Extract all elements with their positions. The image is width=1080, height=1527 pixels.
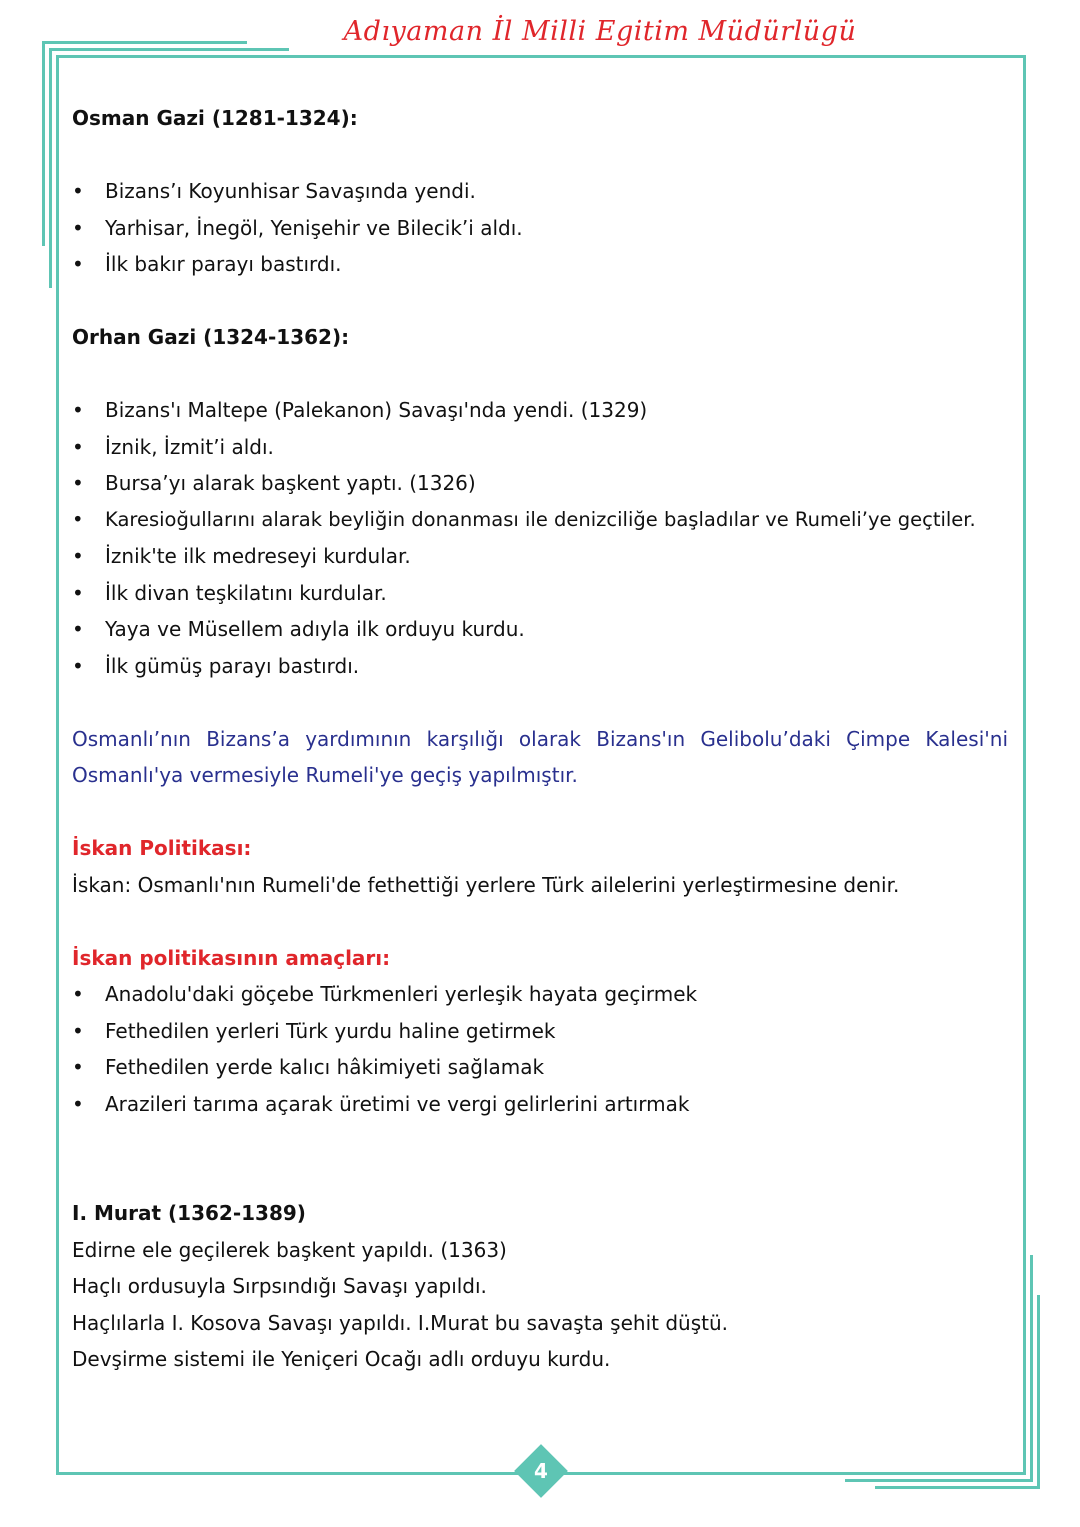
iskan-definition: İskan: Osmanlı'nın Rumeli'de fethettiği yerlere Türk ailelerini yerleştirmesine denir. — [72, 872, 900, 897]
iskan-aims-list — [72, 976, 1008, 1122]
list-item: • İlk divan teşkilatını kurdular. — [72, 575, 1008, 612]
murat-line: Edirne ele geçilerek başkent yapıldı. (1363) — [72, 1237, 507, 1262]
orhan-list — [72, 392, 1008, 684]
list-item: • Bursa’yı alarak başkent yaptı. (1326) — [72, 465, 1008, 502]
frame-top — [56, 55, 1026, 58]
list-item: • Bizans'ı Maltepe (Palekanon) Savaşı'nda yendi. (1329) — [72, 392, 1008, 429]
list-item: • Karesioğullarını alarak beyliğin donanması ile denizciliğe başladılar ve Rumeli’ye geçtiler. — [72, 502, 1008, 539]
murat-line: Devşirme sistemi ile Yeniçeri Ocağı adlı orduyu kurdu. — [72, 1347, 611, 1371]
accent-tl-4 — [49, 48, 52, 288]
frame-left — [56, 55, 59, 1475]
iskan-heading: İskan Politikası: — [72, 836, 252, 860]
accent-br-4 — [875, 1486, 1040, 1489]
frame-bottom-left — [56, 1472, 526, 1475]
accent-tl-3 — [42, 41, 45, 246]
iskan-aims-heading: İskan politikasının amaçları: — [72, 945, 391, 970]
content — [72, 100, 1008, 1378]
list-item: • Yarhisar, İnegöl, Yenişehir ve Bilecik’i aldı. — [72, 210, 1008, 247]
list-item: • İznik, İzmit’i aldı. — [72, 429, 1008, 466]
osman-list — [72, 173, 1008, 283]
accent-br-2 — [1037, 1295, 1040, 1489]
header-title: Adıyaman İl Milli Egitim Müdürlügü — [343, 16, 857, 47]
accent-br-3 — [845, 1479, 1033, 1482]
accent-br-1 — [1030, 1255, 1033, 1482]
orhan-heading: Orhan Gazi (1324-1362): — [72, 325, 350, 349]
list-item: • Fethedilen yerleri Türk yurdu haline getirmek — [72, 1013, 1008, 1050]
osman-heading: Osman Gazi (1281-1324): — [72, 106, 358, 130]
frame-bottom-right — [556, 1472, 1026, 1475]
list-item: • Anadolu'daki göçebe Türkmenleri yerleşik hayata geçirmek — [72, 976, 1008, 1013]
rumeli-note: Osmanlı’nın Bizans’a yardımının karşılığı olarak Bizans'ın Gelibolu’daki Çimpe Kalesi'ni Osmanlı'ya vermesiyle Rumeli'ye geçiş yapılmıştır. — [72, 726, 1008, 787]
murat-heading: I. Murat (1362-1389) — [72, 1201, 306, 1225]
murat-line: Haçlı ordusuyla Sırpsındığı Savaşı yapıldı. — [72, 1274, 487, 1298]
accent-tl-2 — [49, 48, 289, 51]
frame-right — [1023, 55, 1026, 1475]
list-item: • İlk gümüş parayı bastırdı. — [72, 648, 1008, 685]
list-item: • İlk bakır parayı bastırdı. — [72, 246, 1008, 283]
list-item: • İznik'te ilk medreseyi kurdular. — [72, 538, 1008, 575]
list-item: • Yaya ve Müsellem adıyla ilk orduyu kurdu. — [72, 611, 1008, 648]
list-item: • Fethedilen yerde kalıcı hâkimiyeti sağlamak — [72, 1049, 1008, 1086]
list-item: • Bizans’ı Koyunhisar Savaşında yendi. — [72, 173, 1008, 210]
murat-line: Haçlılarla I. Kosova Savaşı yapıldı. I.Murat bu savaşta şehit düştü. — [72, 1310, 728, 1335]
list-item: • Arazileri tarıma açarak üretimi ve vergi gelirlerini artırmak — [72, 1086, 1008, 1123]
page-number: 4 — [534, 1459, 548, 1483]
